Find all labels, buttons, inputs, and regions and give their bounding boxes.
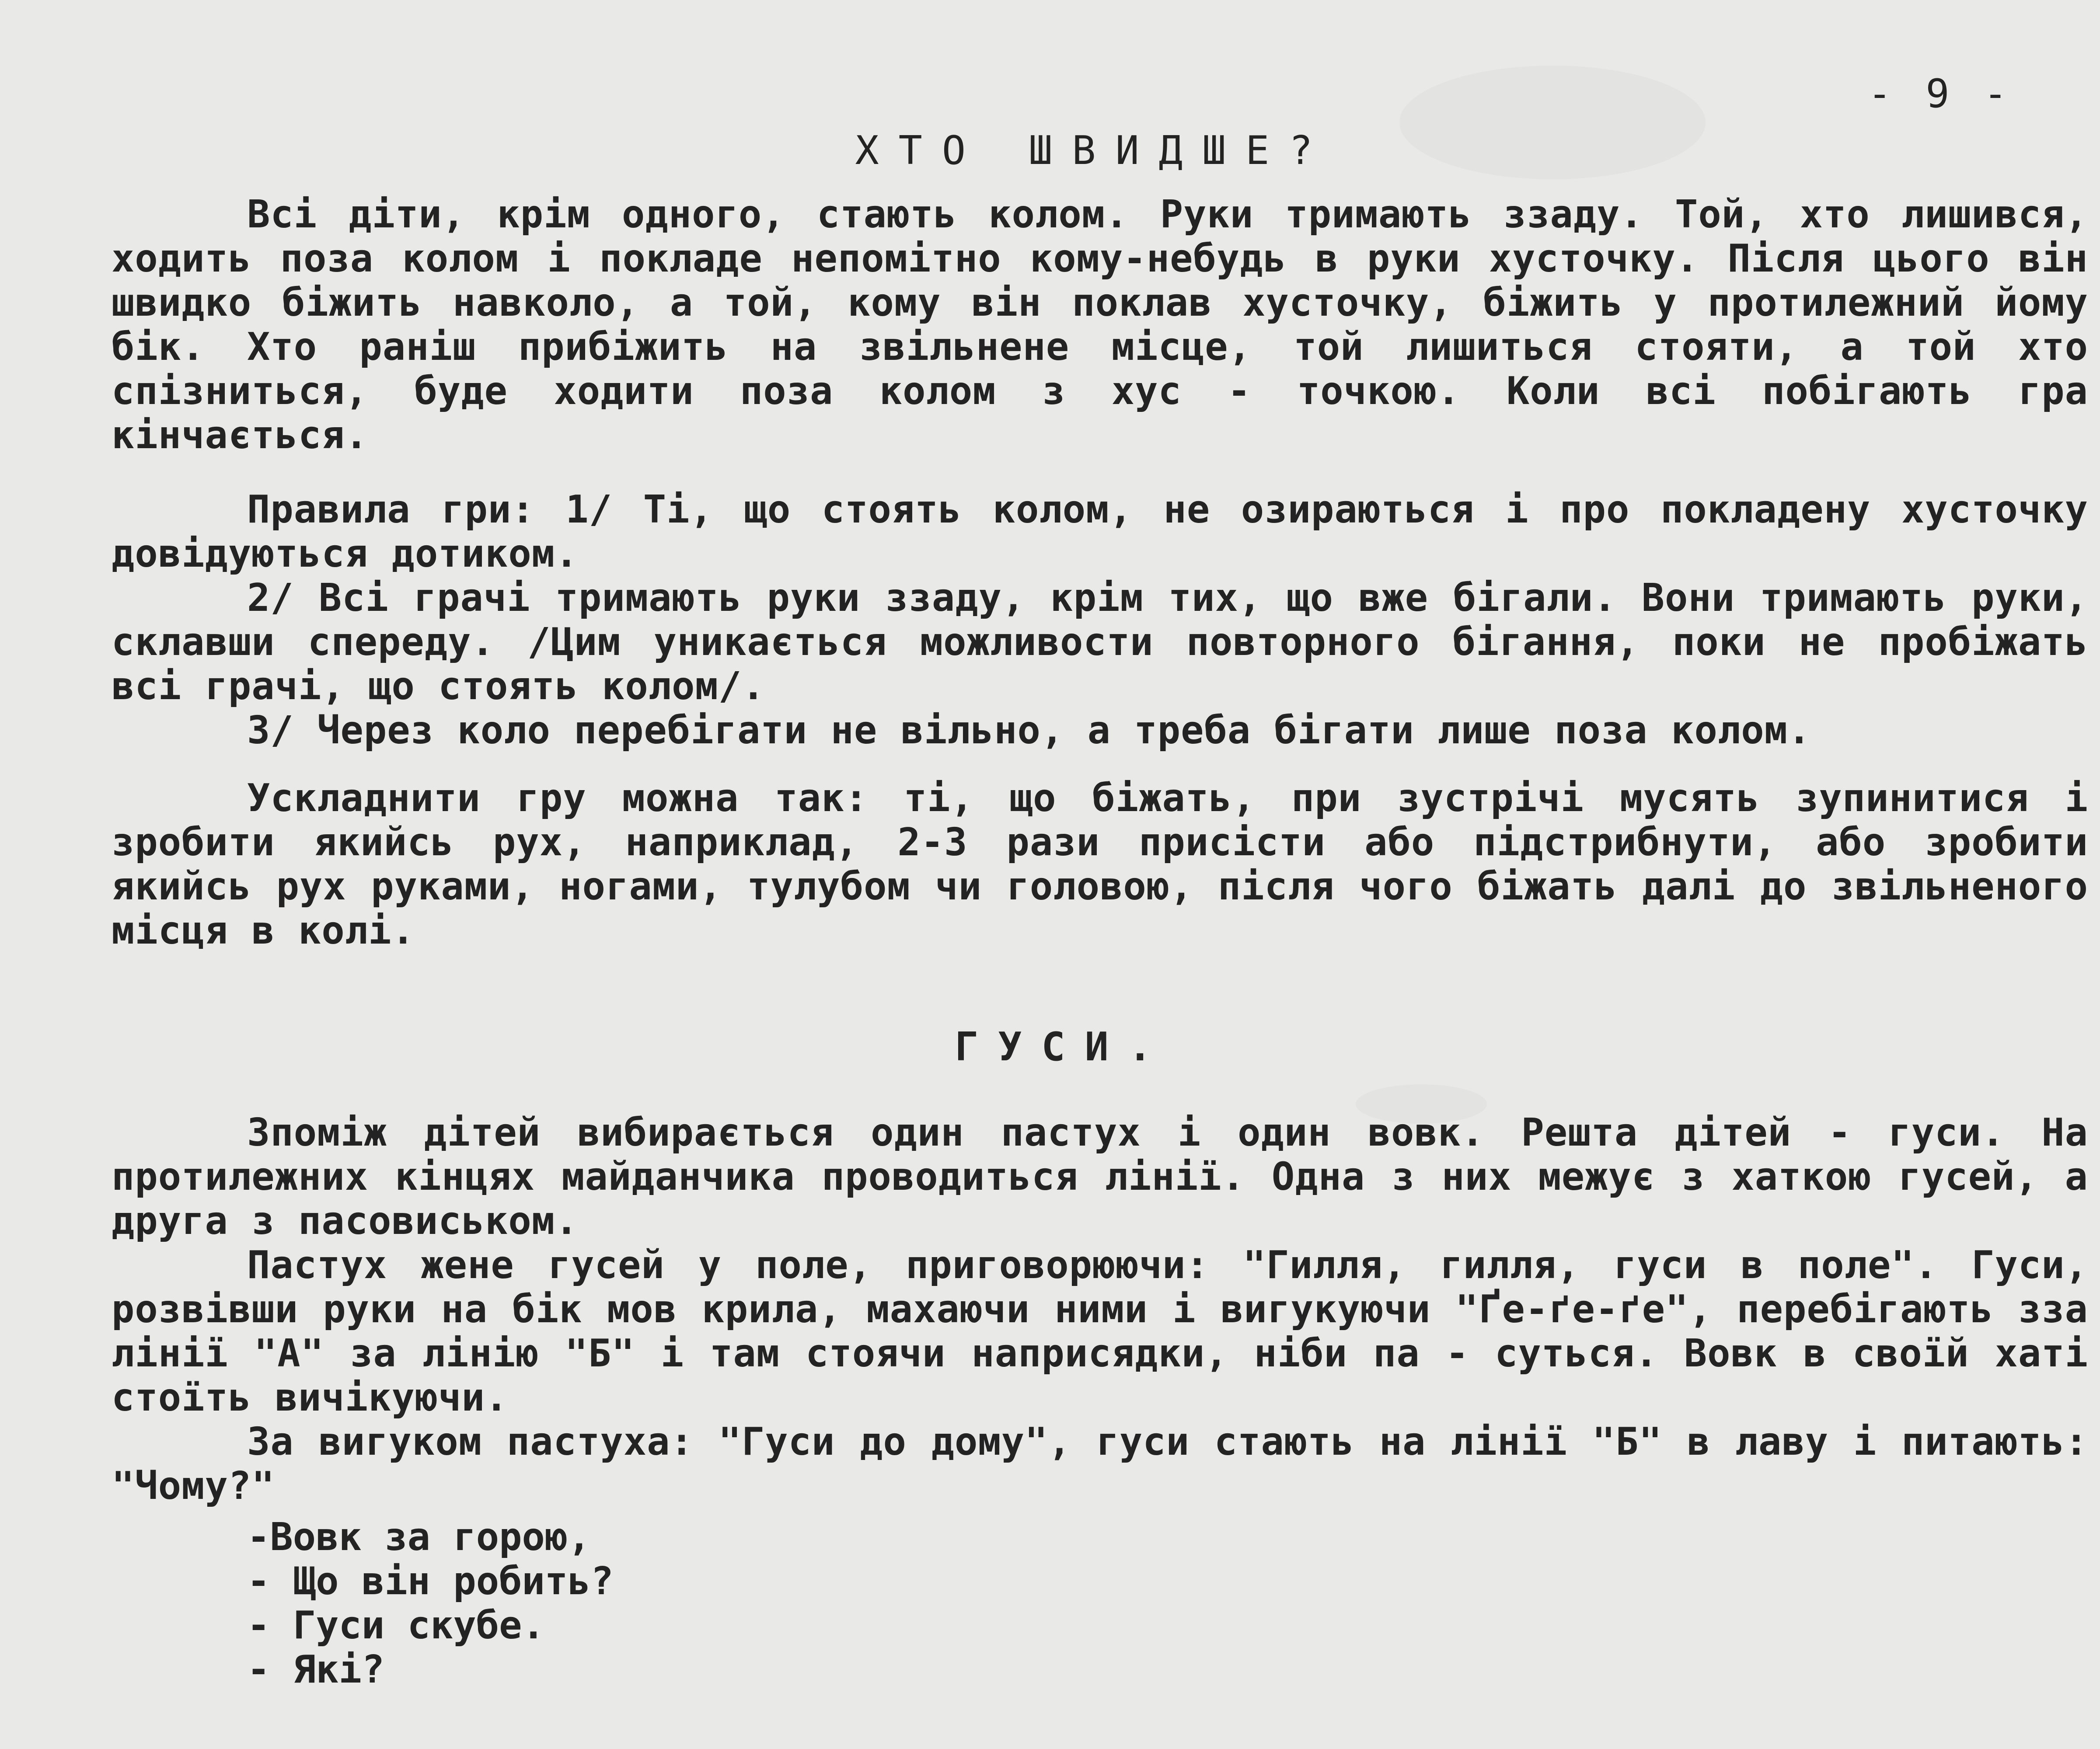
rule-2: 2/ Всі грачі тримають руки ззаду, крім тих, що вже бігали. Вони тримають руки, склавши спереду. /Цим уникається можливости повторного бігання, поки не пробіжать всі грачі, що стоять колом/. <box>112 575 2088 708</box>
rule-3: 3/ Через коло перебігати не вільно, а треба бігати лише поза колом. <box>247 708 1811 753</box>
section1-rules <box>112 488 2088 753</box>
dialogue-line: - Які? <box>247 1647 385 1692</box>
dialogue-line: -Вовк за горою, <box>247 1515 591 1559</box>
page-number: - 9 - <box>1868 71 2013 117</box>
rule-1: Правила гри: 1/ Ті, що стоять колом, не озираються і про покладену хусточку довідуються дотиком. <box>112 487 2088 576</box>
section1-description <box>112 192 2088 457</box>
paragraph: Пастух жене гусей у поле, приговорюючи: "Гилля, гилля, гуси в поле". Гуси, розвівши руки на бік мов крила, махаючи ними і вигукуючи "Ґе-ґе-ґе", перебігають зза лінії "А" за лінію "Б" і там стоячи наприсядки, ніби па - суться. Вовк в своїй хаті стоїть вичікуючи. <box>112 1243 2088 1420</box>
dialogue-line: - Гуси скубе. <box>247 1603 545 1648</box>
section-title-who-faster: ХТО ШВИДШЕ? <box>855 128 1333 174</box>
section2-dialogue <box>247 1515 614 1692</box>
section2-description <box>112 1111 2088 1508</box>
paragraph: Ускладнити гру можна так: ті, що біжать, при зустрічі мусять зупинитися і зробити якийсь рух, наприклад, 2-3 рази присісти або підстрибнути, або зробити якийсь рух руками, ногами, тулубом чи головою, після чого біжать далі до звільненого місця в колі. <box>112 776 2088 953</box>
paragraph: Зпоміж дітей вибирається один пастух і один вовк. Решта дітей - гуси. На протилежних кінцях майданчика проводиться лінії. Одна з них межує з хаткою гусей, а друга з пасовиськом. <box>112 1110 2088 1243</box>
section-title-geese: ГУСИ. <box>955 1024 1172 1070</box>
dialogue-line: - Що він робить? <box>247 1559 614 1603</box>
paragraph: За вигуком пастуха: "Гуси до дому", гуси стають на лінії "Б" в лаву і питають: "Чому?" <box>112 1419 2088 1508</box>
section1-complication <box>112 776 2088 953</box>
paragraph: Всі діти, крім одного, стають колом. Руки тримають ззаду. Той, хто лишився, ходить поза колом і покладе непомітно кому-небудь в руки хусточку. Після цього він швидко біжить навколо, а той, кому він поклав хусточку, біжить у протилежний йому бік. Хто раніш прибіжить на звільнене місце, той лишиться стояти, а той хто спізниться, буде ходити поза колом з хус - точкою. Коли всі побігають гра кінчається. <box>112 192 2088 457</box>
